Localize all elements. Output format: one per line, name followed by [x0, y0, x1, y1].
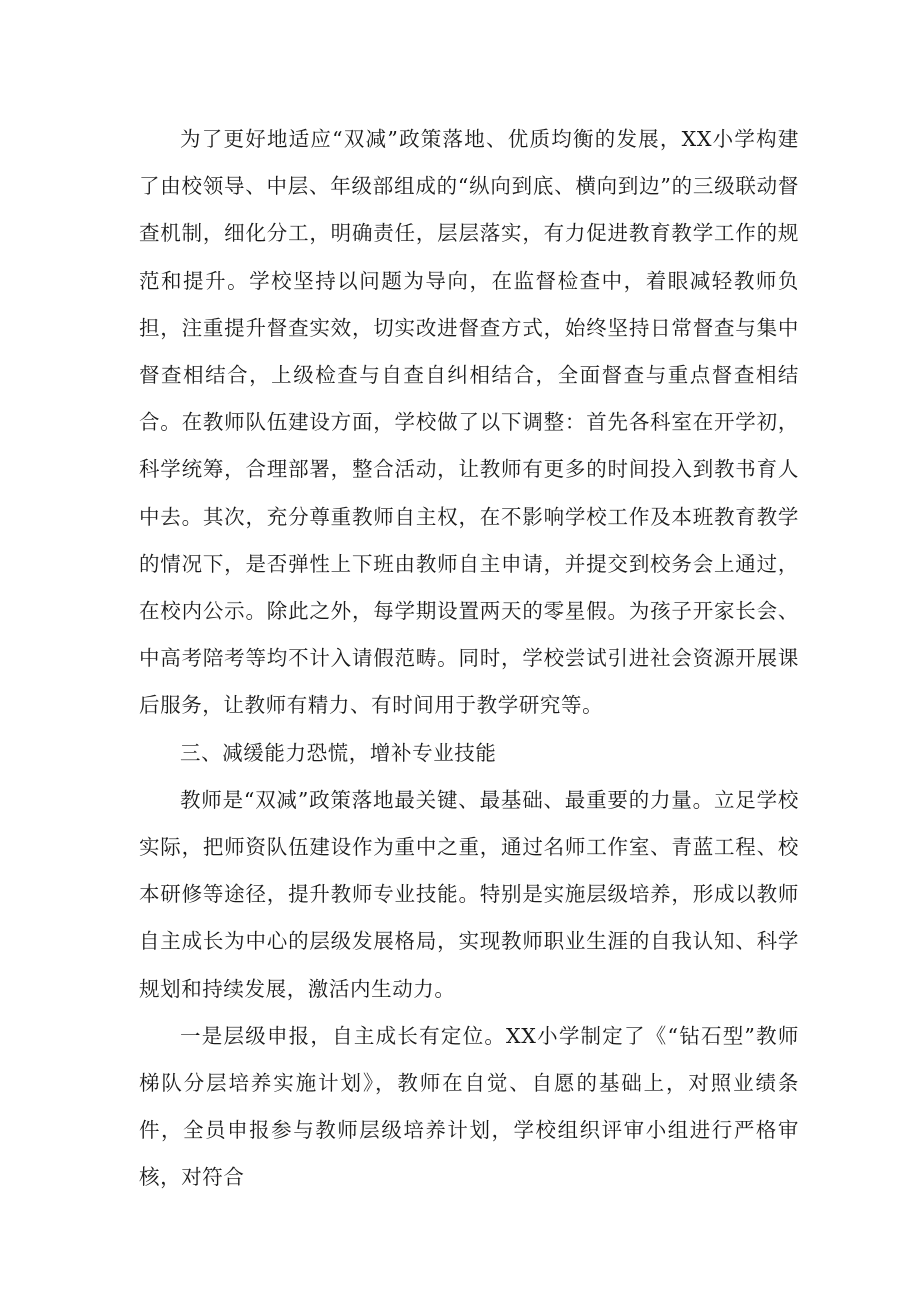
paragraph-workload-supervision: 为了更好地适应“双减”政策落地、优质均衡的发展，XX小学构建了由校领导、中层、年级部组成的“纵向到底、横向到边”的三级联动督查机制，细化分工，明确责任，层层落实，有力促进教育教学工作的规范和提升。学校坚持以问题为导向，在监督检查中，着眼减轻教师负担，注重提升督查实效，切实改进督查方式，始终坚持日常督查与集中督查相结合，上级检查与自查自纠相结合，全面督查与重点督查相结合。在教师队伍建设方面，学校做了以下调整：首先各科室在开学初，科学统筹，合理部署，整合活动，让教师有更多的时间投入到教书育人中去。其次，充分尊重教师自主权，在不影响学校工作及本班教育教学的情况下，是否弹性上下班由教师自主申请，并提交到校务会上通过，在校内公示。除此之外，每学期设置两天的零星假。为孩子开家长会、中高考陪考等均不计入请假范畴。同时，学校尝试引进社会资源开展课后服务，让教师有精力、有时间用于教学研究等。	[139, 127, 799, 718]
paragraph-teacher-force: 教师是“双减”政策落地最关键、最基础、最重要的力量。立足学校实际，把师资队伍建设作为重中之重，通过名师工作室、青蓝工程、校本研修等途径，提升教师专业技能。特别是实施层级培养，形成以教师自主成长为中心的层级发展格局，实现教师职业生涯的自我认知、科学规划和持续发展，激活内生动力。	[139, 787, 799, 1001]
section-heading-3: 三、减缓能力恐慌，增补专业技能	[180, 740, 497, 765]
document-body	[139, 116, 799, 1202]
paragraph-level-application: 一是层级申报，自主成长有定位。XX小学制定了《“钻石型”教师梯队分层培养实施计划》，教师在自觉、自愿的基础上，对照业绩条件，全员申报参与教师层级培养计划，学校组织评审小组进行严格审核，对符合	[139, 1023, 799, 1190]
